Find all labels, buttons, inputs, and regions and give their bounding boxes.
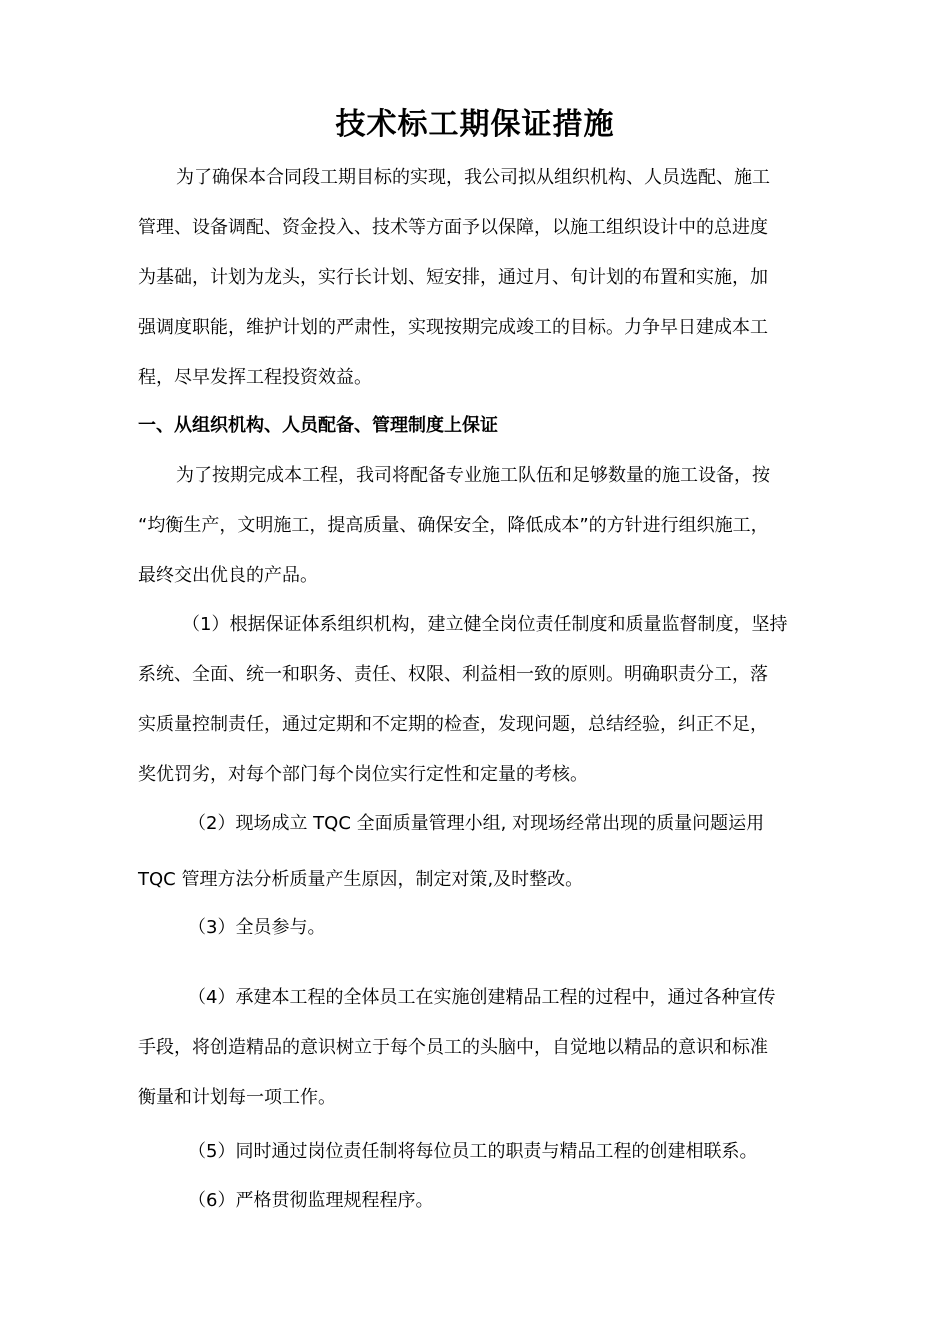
intro-line-5: 程，尽早发挥工程投资效益。 <box>138 367 372 388</box>
intro-line-4: 强调度职能，维护计划的严肃性，实现按期完成竣工的目标。力争早日建成本工 <box>138 317 768 338</box>
item-4-paragraph <box>138 973 828 1123</box>
item2-line-2: TQC 管理方法分析质量产生原因，制定对策,及时整改。 <box>138 869 584 890</box>
item2-line-1: （2）现场成立 TQC 全面质量管理小组, 对现场经常出现的质量问题运用 <box>188 813 765 834</box>
intro-paragraph <box>138 153 828 403</box>
intro-line-3: 为基础，计划为龙头，实行长计划、短安排，通过月、旬计划的布置和实施，加 <box>138 267 768 288</box>
section1-para1-line-2: “均衡生产，文明施工，提高质量、确保安全，降低成本”的方针进行组织施工， <box>138 515 769 536</box>
item4-line-1: （4）承建本工程的全体员工在实施创建精品工程的过程中，通过各种宣传 <box>188 987 776 1008</box>
item4-line-3: 衡量和计划每一项工作。 <box>138 1087 336 1108</box>
section1-para1-line-3: 最终交出优良的产品。 <box>138 565 318 586</box>
document-title: 技术标工期保证措施 <box>335 107 615 142</box>
intro-line-1: 为了确保本合同段工期目标的实现，我公司拟从组织机构、人员选配、施工 <box>176 167 770 188</box>
item1-line-2: 系统、全面、统一和职务、责任、权限、利益相一致的原则。明确职责分工，落 <box>138 664 768 685</box>
item3-line-1: （3）全员参与。 <box>188 917 326 938</box>
item-2-paragraph <box>138 799 828 905</box>
section1-heading: 一、从组织机构、人员配备、管理制度上保证 <box>138 415 498 436</box>
item1-line-1: （1）根据保证体系组织机构，建立健全岗位责任制度和质量监督制度，坚持 <box>182 614 788 635</box>
item1-line-3: 实质量控制责任，通过定期和不定期的检查，发现问题，总结经验，纠正不足， <box>138 714 768 735</box>
item6-line-1: （6）严格贯彻监理规程程序。 <box>188 1190 434 1211</box>
item5-line-1: （5）同时通过岗位责任制将每位员工的职责与精品工程的创建相联系。 <box>188 1141 758 1162</box>
section1-para1-line-1: 为了按期完成本工程，我司将配备专业施工队伍和足够数量的施工设备，按 <box>176 465 770 486</box>
item-5-paragraph <box>138 1127 828 1177</box>
section1-paragraph-1 <box>138 451 828 601</box>
item4-line-2: 手段，将创造精品的意识树立于每个员工的头脑中，自觉地以精品的意识和标准 <box>138 1037 768 1058</box>
intro-line-2: 管理、设备调配、资金投入、技术等方面予以保障，以施工组织设计中的总进度 <box>138 217 768 238</box>
item1-line-4: 奖优罚劣，对每个部门每个岗位实行定性和定量的考核。 <box>138 764 588 785</box>
item-3-paragraph <box>138 903 828 953</box>
item-1-paragraph <box>138 600 828 800</box>
item-6-paragraph <box>138 1176 828 1226</box>
